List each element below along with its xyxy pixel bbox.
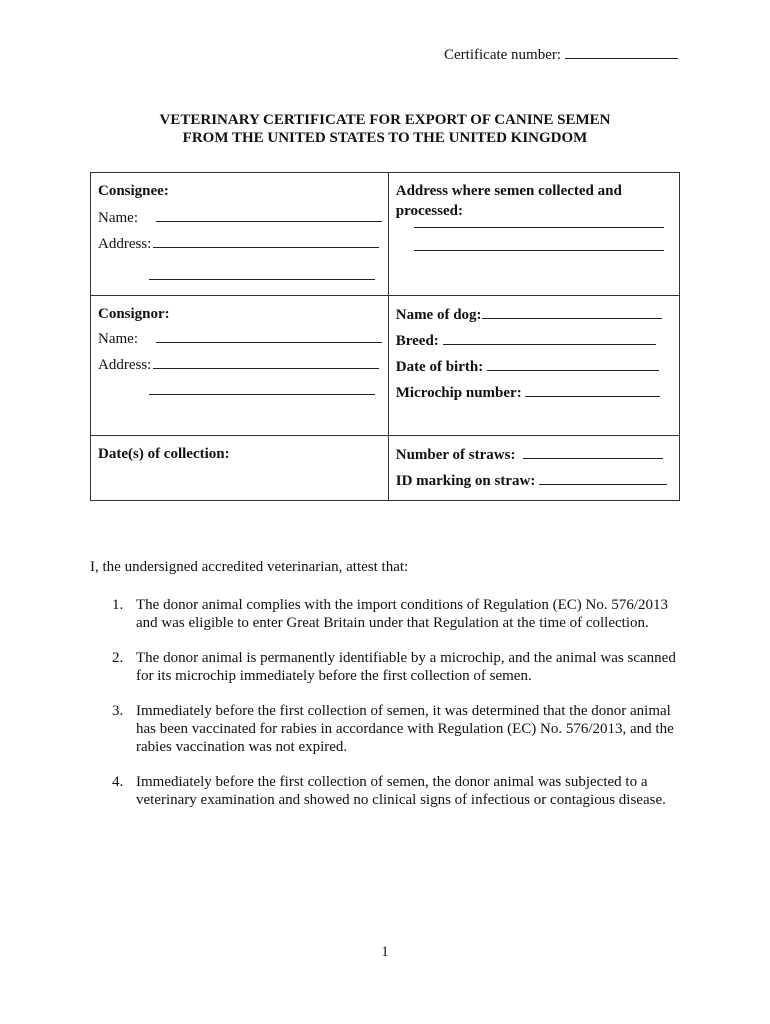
breed-label: Breed:: [395, 333, 439, 349]
straws-number-label: Number of straws:: [395, 447, 516, 463]
certificate-number-label: Certificate number:: [444, 47, 562, 63]
straws-number-field[interactable]: [523, 443, 663, 459]
breed-row: [396, 328, 673, 354]
condition-item: 2. The donor animal is permanently identifiable by a microchip, and the animal was scanned for its microchip immediately before the first collection of semen.: [112, 650, 676, 684]
dog-name-label: Name of dog:: [395, 307, 482, 323]
straw-id-field[interactable]: [539, 469, 667, 485]
consignor-address-row: [98, 352, 382, 378]
consignee-name-field[interactable]: [156, 206, 382, 222]
certificate-form-table: [90, 172, 680, 501]
dob-row: [396, 354, 673, 380]
consignor-address-field-2[interactable]: [149, 379, 375, 395]
collection-dates-cell: [91, 436, 389, 501]
consignor-name-label: Name:: [98, 331, 138, 347]
straws-cell: [388, 436, 679, 501]
collection-address-heading: Address where semen collected and processed:: [395, 183, 622, 219]
page-number: 1: [381, 944, 389, 960]
consignor-heading: Consignor:: [98, 306, 170, 322]
straws-number-row: [396, 442, 673, 468]
consignee-address-row: [98, 231, 382, 257]
collection-address-field-1[interactable]: [414, 221, 664, 228]
consignee-address-field[interactable]: [153, 232, 379, 248]
certificate-number-field[interactable]: [565, 46, 678, 59]
consignee-name-label: Name:: [98, 210, 138, 226]
dog-details-cell: [388, 296, 679, 436]
dog-name-row: [396, 302, 673, 328]
breed-field[interactable]: [443, 329, 656, 345]
microchip-row: [396, 380, 673, 406]
straw-id-label: ID marking on straw:: [395, 473, 536, 489]
consignor-name-row: [98, 326, 382, 352]
consignee-heading: Consignee:: [98, 183, 169, 199]
collection-address-field-2[interactable]: [414, 228, 664, 251]
condition-item: 3. Immediately before the first collection of semen, it was determined that the donor animal has been vaccinated for rabies in accordance with Regulation (EC) No. 576/2013, and the rabies vaccination was not expired.: [112, 703, 674, 755]
consignor-address-field[interactable]: [153, 353, 379, 369]
certificate-number: [444, 46, 678, 64]
consignor-address-label: Address:: [98, 357, 152, 373]
dog-name-field[interactable]: [482, 303, 662, 319]
consignee-name-row: [98, 205, 382, 231]
straw-id-row: [396, 468, 673, 494]
consignor-address-row-2: [98, 378, 382, 404]
attestation-statement: I, the undersigned accredited veterinarian, attest that:: [90, 559, 409, 575]
title-line-1: VETERINARY CERTIFICATE FOR EXPORT OF CANINE SEMEN: [159, 112, 611, 128]
condition-item: 1. The donor animal complies with the import conditions of Regulation (EC) No. 576/2013 and was eligible to enter Great Britain under that Regulation at the time of collection.: [112, 597, 669, 631]
dob-field[interactable]: [487, 355, 659, 371]
title-line-2: FROM THE UNITED STATES TO THE UNITED KINGDOM: [182, 130, 588, 146]
collection-address-cell: [388, 173, 679, 296]
consignor-name-field[interactable]: [156, 327, 382, 343]
document-title: [0, 111, 770, 147]
consignee-address-field-2[interactable]: [149, 264, 375, 280]
consignee-address-row-2: [98, 263, 382, 289]
microchip-label: Microchip number:: [395, 385, 522, 401]
consignee-address-label: Address:: [98, 236, 152, 252]
microchip-field[interactable]: [525, 381, 660, 397]
collection-dates-label: Date(s) of collection:: [98, 446, 230, 462]
condition-item: 4. Immediately before the first collection of semen, the donor animal was subjected to a veterinary examination and showed no clinical signs of infectious or contagious disease.: [112, 774, 666, 808]
consignee-cell: [91, 173, 389, 296]
dob-label: Date of birth:: [395, 359, 484, 375]
conditions-list: [90, 596, 690, 826]
consignor-cell: [91, 296, 389, 436]
